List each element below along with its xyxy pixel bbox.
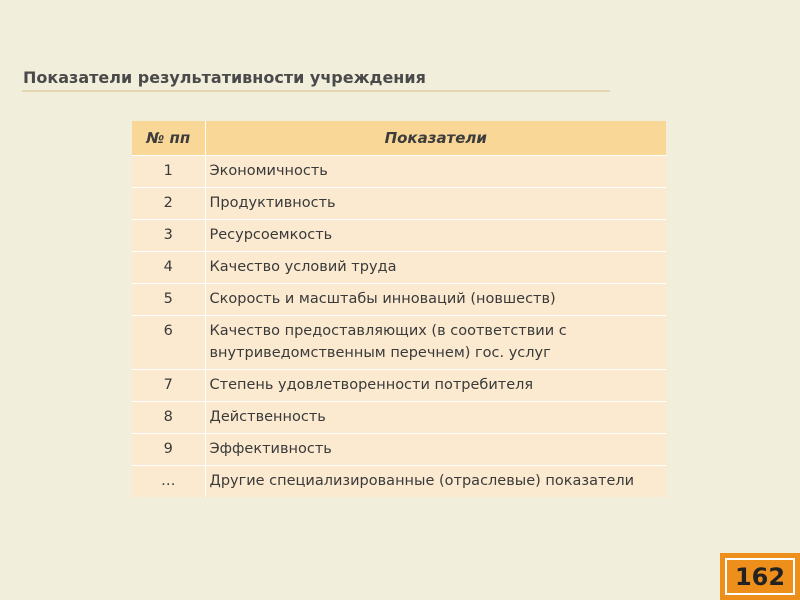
row-text: Скорость и масштабы инноваций (новшеств)	[205, 284, 666, 316]
row-text: Эффективность	[205, 434, 666, 466]
table-row	[132, 156, 666, 188]
table-header-row	[132, 121, 666, 156]
row-number: 3	[132, 220, 205, 252]
row-text: Продуктивность	[205, 188, 666, 220]
table-row	[132, 284, 666, 316]
title-underline	[22, 90, 610, 92]
table-row	[132, 370, 666, 402]
table-row	[132, 220, 666, 252]
row-number: 7	[132, 370, 205, 402]
row-number: …	[132, 466, 205, 498]
row-text: Действенность	[205, 402, 666, 434]
row-text: Другие специализированные (отраслевые) показатели	[205, 466, 666, 498]
row-text: Качество условий труда	[205, 252, 666, 284]
row-number: 9	[132, 434, 205, 466]
table-row	[132, 402, 666, 434]
row-number: 6	[132, 316, 205, 370]
header-number: № пп	[132, 121, 205, 156]
row-text: Степень удовлетворенности потребителя	[205, 370, 666, 402]
row-number: 2	[132, 188, 205, 220]
row-number: 4	[132, 252, 205, 284]
table-row	[132, 466, 666, 498]
row-number: 1	[132, 156, 205, 188]
indicators-table	[132, 121, 666, 497]
header-indicators: Показатели	[205, 121, 666, 156]
table-row	[132, 316, 666, 370]
row-number: 5	[132, 284, 205, 316]
row-number: 8	[132, 402, 205, 434]
page-number-badge	[720, 553, 800, 600]
row-text: Экономичность	[205, 156, 666, 188]
table-row	[132, 252, 666, 284]
slide-title: Показатели результативности учреждения	[23, 68, 426, 87]
row-text: Качество предоставляющих (в соответствии с внутриведомственным перечнем) гос. услуг	[205, 316, 666, 370]
table-row	[132, 434, 666, 466]
page-number: 162	[725, 558, 795, 595]
row-text: Ресурсоемкость	[205, 220, 666, 252]
table-row	[132, 188, 666, 220]
